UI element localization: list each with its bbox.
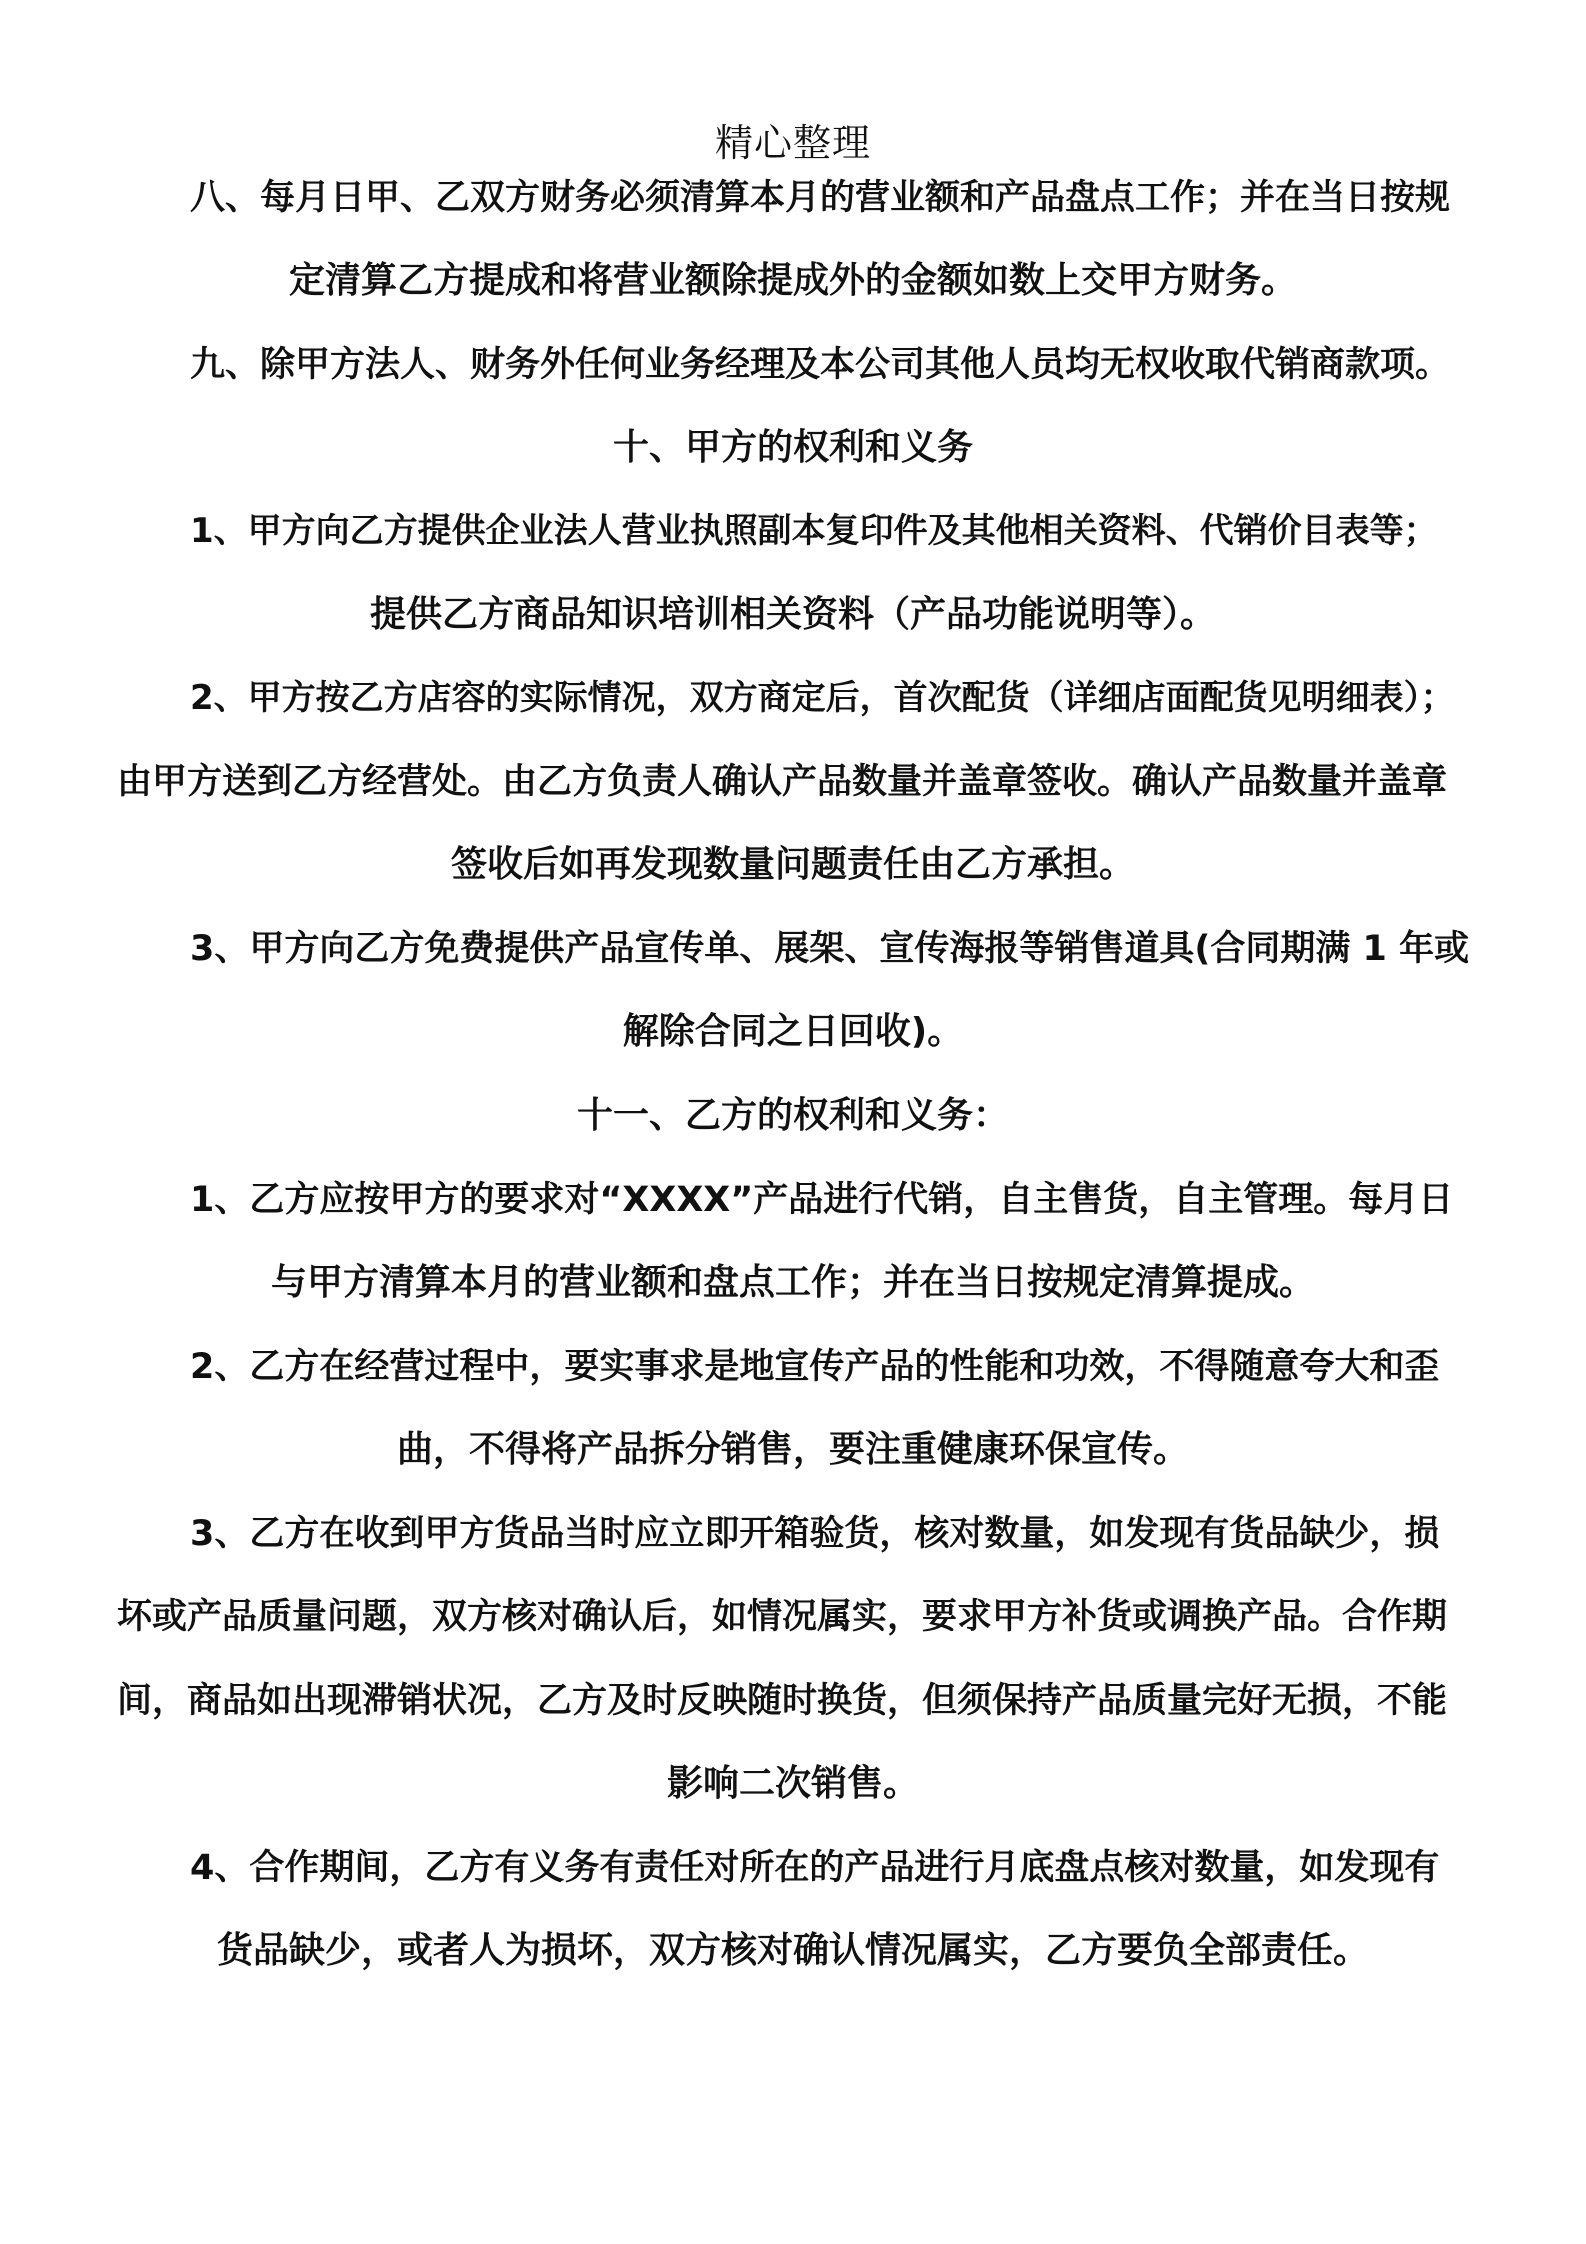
text-line: 间，商品如出现滞销状况，乙方及时反映随时换货，但须保持产品质量完好无损，不能 (117, 1681, 1448, 1721)
text-line: 2、甲方按乙方店容的实际情况，双方商定后，首次配货（详细店面配货见明细表）； (190, 678, 1455, 718)
text-line: 九、除甲方法人、财务外任何业务经理及本公司其他人员均无权收取代销商款项。 (190, 345, 1451, 385)
text-line: 签收后如再发现数量问题责任由乙方承担。 (450, 844, 1135, 885)
text-line: 与甲方清算本月的营业额和盘点工作；并在当日按规定清算提成。 (270, 1262, 1315, 1303)
text-line: 4、合作期间，乙方有义务有责任对所在的产品进行月底盘点核对数量，如发现有 (190, 1848, 1440, 1888)
section-heading: 十一、乙方的权利和义务： (576, 1095, 1009, 1136)
text-line: 八、每月日甲、乙双方财务必须清算本月的营业额和产品盘点工作；并在当日按规 (190, 178, 1451, 218)
text-line: 曲，不得将产品拆分销售，要注重健康环保宣传。 (396, 1429, 1189, 1470)
text-line: 1、甲方向乙方提供企业法人营业执照副本复印件及其他相关资料、代销价目表等； (190, 511, 1438, 551)
text-line: 2、乙方在经营过程中，要实事求是地宣传产品的性能和功效，不得随意夸大和歪 (190, 1347, 1440, 1387)
text-line: 坏或产品质量问题，双方核对确认后，如情况属实，要求甲方补货或调换产品。合作期 (117, 1597, 1448, 1637)
text-line: 提供乙方商品知识培训相关资料（产品功能说明等）。 (369, 594, 1216, 635)
text-line: 由甲方送到乙方经营处。由乙方负责人确认产品数量并盖章签收。确认产品数量并盖章 (117, 762, 1448, 802)
text-line: 影响二次销售。 (666, 1763, 919, 1804)
text-line: 3、甲方向乙方免费提供产品宣传单、展架、宣传海报等销售道具(合同期满 1 年或 (190, 929, 1470, 969)
section-heading: 十、甲方的权利和义务 (612, 427, 973, 468)
text-line: 解除合同之日回收)。 (622, 1011, 964, 1052)
text-line: 1、乙方应按甲方的要求对“XXXX”产品进行代销，自主售货，自主管理。每月日 (190, 1180, 1454, 1220)
page-header: 精心整理 (714, 121, 871, 165)
text-line: 3、乙方在收到甲方货品当时应立即开箱验货，核对数量，如发现有货品缺少，损 (190, 1514, 1440, 1554)
text-line: 定清算乙方提成和将营业额除提成外的金额如数上交甲方财务。 (288, 260, 1297, 301)
text-line: 货品缺少，或者人为损坏，双方核对确认情况属实，乙方要负全部责任。 (216, 1930, 1369, 1971)
